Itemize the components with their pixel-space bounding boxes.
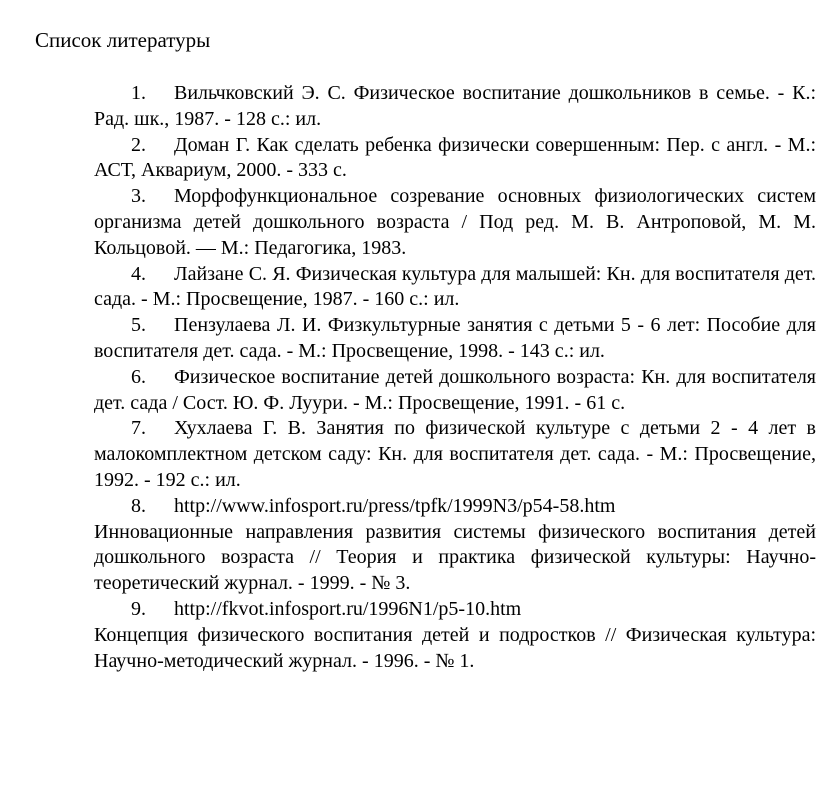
reference-item <box>94 416 816 493</box>
reference-number: 6. <box>131 365 146 388</box>
reference-item <box>94 494 816 597</box>
reference-item <box>94 365 816 417</box>
reference-text: http://www.infosport.ru/press/tpfk/1999N3/p54-58.htm <box>174 494 616 517</box>
reference-text: Лайзане С. Я. Физическая культура для малышей: Кн. для воспитателя дет. сада. - М.: Просвещение, 1987. - 160 с.: ил. <box>94 262 816 311</box>
reference-item <box>94 313 816 365</box>
reference-text: Физическое воспитание детей дошкольного возраста: Кн. для воспитателя дет. сада / Сост. Ю. Ф. Луури. - М.: Просвещение, 1991. - 61 с. <box>94 365 816 414</box>
reference-description: Концепция физического воспитания детей и подростков // Физическая культура: Научно-методический журнал. - 1996. - № 1. <box>94 623 816 672</box>
reference-item <box>94 133 816 185</box>
reference-number: 9. <box>131 597 146 620</box>
reference-item <box>94 597 816 674</box>
reference-text: Вильчковский Э. С. Физическое воспитание дошкольников в семье. - К.: Рад. шк., 1987. - 128 с.: ил. <box>94 82 816 130</box>
reference-item <box>94 262 816 314</box>
reference-number: 5. <box>131 314 146 337</box>
reference-list <box>94 81 816 674</box>
reference-text: Морфофункциональное созревание основных физиологических систем организма детей дошкольного возраста / Под ред. М. В. Антроповой, М. М. Кольцовой. — М.: Педагогика, 1983. <box>94 185 816 259</box>
reference-number: 3. <box>131 185 146 208</box>
reference-number: 2. <box>131 133 146 156</box>
reference-number: 7. <box>131 417 146 440</box>
reference-number: 4. <box>131 262 146 285</box>
reference-number: 8. <box>131 494 146 517</box>
reference-text: http://fkvot.infosport.ru/1996N1/p5-10.htm <box>174 597 522 620</box>
reference-number: 1. <box>131 82 146 104</box>
reference-text: Пензулаева Л. И. Физкультурные занятия с детьми 5 - 6 лет: Пособие для воспитателя дет. сада. - М.: Просвещение, 1998. - 143 с.: ил. <box>94 314 816 362</box>
reference-item <box>94 184 816 261</box>
document-page <box>35 26 815 674</box>
reference-description: Инновационные направления развития системы физического воспитания детей дошкольного возраста // Теория и практика физической культуры: Научно-теоретический журнал. - 1999. - № 3. <box>94 520 816 595</box>
reference-text: Хухлаева Г. В. Занятия по физической культуре с детьми 2 - 4 лет в малокомплектном детском саду: Кн. для воспитателя дет. сада. - М.: Просвещение, 1992. - 192 с.: ил. <box>94 417 816 491</box>
reference-text: Доман Г. Как сделать ребенка физически совершенным: Пер. с англ. - М.: АСТ, Аквариум, 2000. - 333 с. <box>94 133 816 182</box>
reference-item <box>94 81 816 133</box>
page-title: Список литературы <box>35 28 211 52</box>
